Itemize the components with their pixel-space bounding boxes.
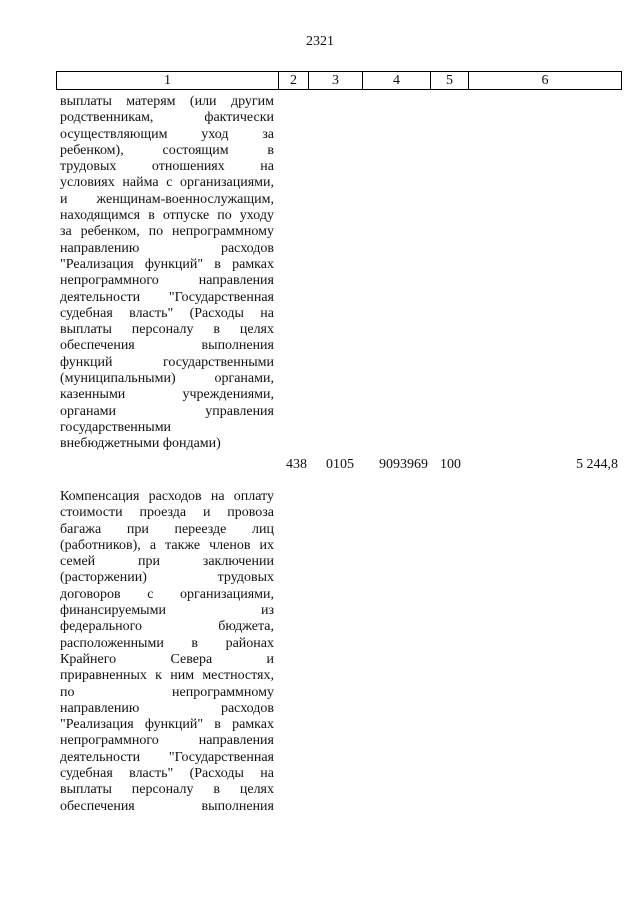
- description-line: ребенком), состоящим в: [60, 142, 274, 158]
- description-line: за ребенком, по непрограммному: [60, 224, 274, 240]
- table-header: [56, 71, 622, 90]
- column-header-4: 4: [363, 72, 431, 89]
- description-line: осуществляющим уход за: [60, 126, 274, 142]
- row-1-ministry: 438: [286, 457, 307, 472]
- row-1-expense-type: 100: [440, 457, 461, 472]
- description-line: финансируемыми из: [60, 603, 274, 619]
- column-header-5: 5: [431, 72, 469, 89]
- page-number: 2321: [306, 34, 334, 49]
- description-line: (расторжении) трудовых: [60, 570, 274, 586]
- description-line: "Реализация функций" в рамках: [60, 256, 274, 272]
- description-line: обеспечения выполнения: [60, 798, 274, 814]
- description-line: "Реализация функций" в рамках: [60, 717, 274, 733]
- row-1-description: [60, 94, 274, 453]
- description-line: внебюджетными фондами): [60, 436, 221, 452]
- description-line: (работников), а также членов их: [60, 537, 274, 553]
- row-1-section: 0105: [326, 457, 354, 472]
- description-line: государственными: [60, 419, 172, 435]
- description-line: судебная власть" (Расходы на: [60, 766, 274, 782]
- description-line: выплаты персоналу в целях: [60, 322, 274, 338]
- description-line: обеспечения выполнения: [60, 338, 274, 354]
- description-line: трудовых отношениях на: [60, 159, 274, 175]
- column-header-2: 2: [279, 72, 309, 89]
- description-line: (муниципальными) органами,: [60, 371, 274, 387]
- column-header-1: 1: [57, 72, 279, 89]
- description-line: стоимости проезда и провоза: [60, 505, 274, 521]
- description-line: деятельности "Государственная: [60, 289, 274, 305]
- row-1-amount: 5 244,8: [576, 457, 618, 472]
- description-line: направлению расходов: [60, 240, 274, 256]
- description-line: функций государственными: [60, 354, 274, 370]
- description-line: федерального бюджета,: [60, 619, 274, 635]
- description-line: багажа при переезде лиц: [60, 521, 274, 537]
- description-line: непрограммного направления: [60, 733, 274, 749]
- column-header-3: 3: [309, 72, 363, 89]
- description-line: родственникам, фактически: [60, 110, 274, 126]
- description-line: деятельности "Государственная: [60, 749, 274, 765]
- description-line: расположенными в районах: [60, 635, 274, 651]
- description-line: направлению расходов: [60, 700, 274, 716]
- row-1-target: 9093969: [379, 457, 428, 472]
- description-line: органами управления: [60, 403, 274, 419]
- description-line: и женщинам-военнослужащим,: [60, 191, 274, 207]
- description-line: по непрограммному: [60, 684, 274, 700]
- description-line: условиях найма с организациями,: [60, 175, 274, 191]
- description-line: приравненных к ним местностях,: [60, 668, 274, 684]
- description-line: находящимся в отпуске по уходу: [60, 208, 274, 224]
- description-line: судебная власть" (Расходы на: [60, 305, 274, 321]
- description-line: выплаты персоналу в целях: [60, 782, 274, 798]
- description-line: выплаты матерям (или другим: [60, 94, 274, 109]
- description-line: Компенсация расходов на оплату: [60, 489, 274, 504]
- description-line: непрограммного направления: [60, 273, 274, 289]
- description-line: Крайнего Севера и: [60, 651, 274, 667]
- column-header-6: 6: [541, 73, 549, 88]
- description-line: договоров с организациями,: [60, 586, 274, 602]
- description-line: семей при заключении: [60, 554, 274, 570]
- description-line: казенными учреждениями,: [60, 387, 274, 403]
- row-2-description: [60, 489, 274, 815]
